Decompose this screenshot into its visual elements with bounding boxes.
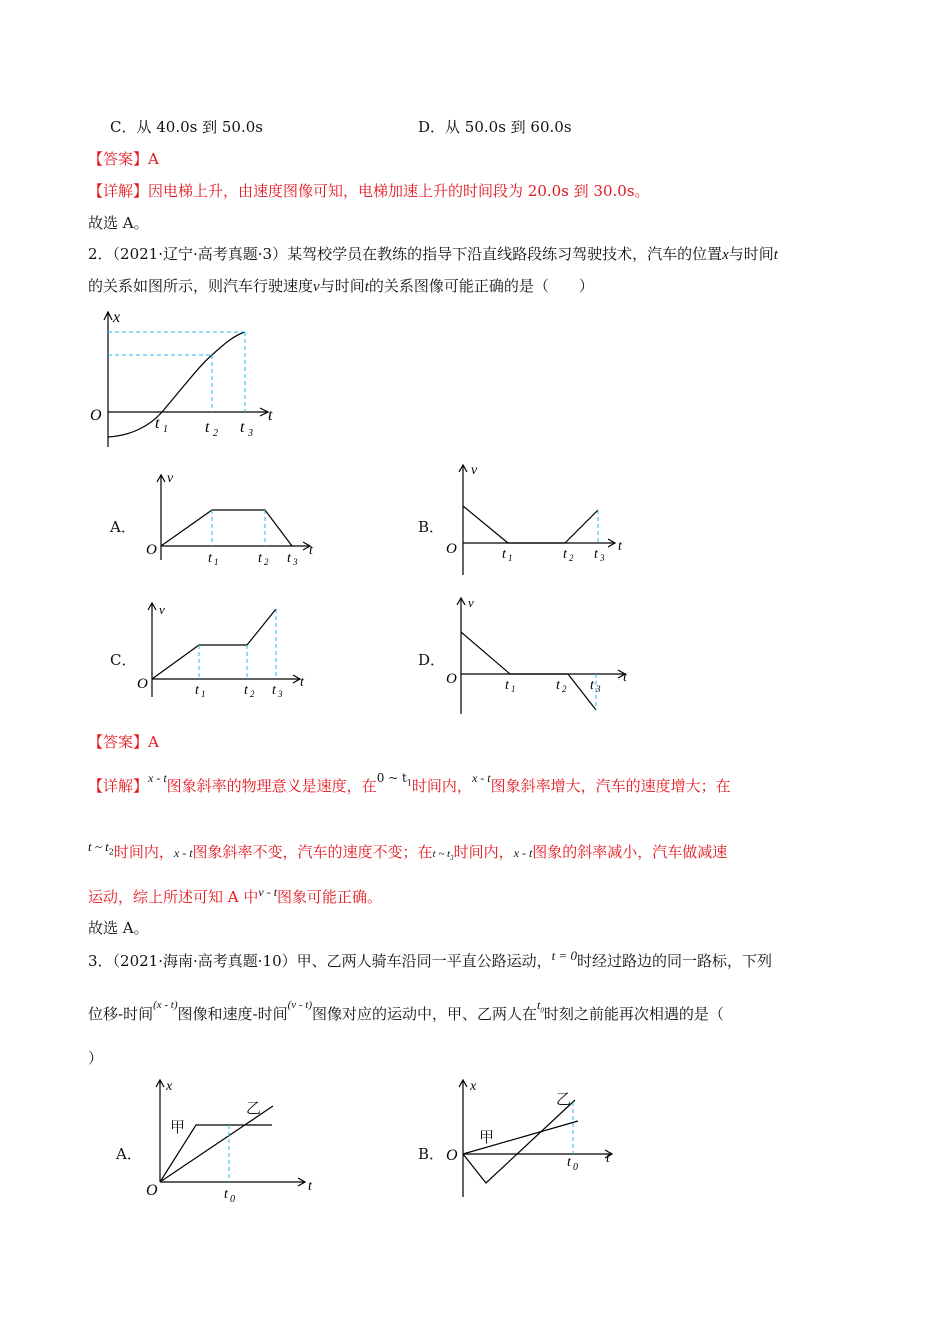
stem-var: t <box>773 247 778 263</box>
formula-xt: x - t <box>471 771 491 785</box>
svg-text:t: t <box>618 539 622 554</box>
formula-xt: x - t <box>513 846 533 860</box>
q2-detail-line2 <box>88 839 728 869</box>
svg-text:t: t <box>502 547 506 562</box>
svg-text:t: t <box>287 551 291 566</box>
svg-text:2: 2 <box>562 684 567 694</box>
v-t-line <box>463 506 508 543</box>
range-text: t ~ t <box>432 848 451 860</box>
q1-option-c: C．从 40.0s 到 50.0s <box>110 118 263 136</box>
svg-text:t: t <box>244 683 248 698</box>
svg-text:O: O <box>146 1182 158 1199</box>
stem-var: x <box>722 247 729 263</box>
svg-text:t: t <box>308 1179 312 1194</box>
formula-xt: x - t <box>148 771 167 785</box>
detail-text: 时间内， <box>453 843 514 861</box>
svg-text:t: t <box>309 543 313 558</box>
stem-text: 图像对应的运动中，甲、乙两人在 <box>312 1005 538 1023</box>
t-var: t <box>537 998 541 1012</box>
svg-text:1: 1 <box>511 684 516 694</box>
svg-text:v: v <box>159 602 165 617</box>
stem-text: 位移-时间 <box>88 1005 154 1023</box>
stem-var: t <box>364 279 369 295</box>
v-t-line <box>152 609 276 679</box>
formula-range-t1t2: t ~ $t_2$ <box>88 839 114 857</box>
svg-text:1: 1 <box>201 689 206 699</box>
svg-text:t: t <box>567 1155 571 1170</box>
svg-text:O: O <box>446 671 457 687</box>
svg-text:3: 3 <box>596 684 601 694</box>
svg-text:2: 2 <box>569 553 574 563</box>
v-t-line <box>461 632 510 674</box>
detail-text: 图象斜率增大，汽车的速度增大；在 <box>490 777 731 795</box>
formula-t0: t = 0 <box>551 948 578 963</box>
formula-vt: (v - t) <box>287 999 313 1011</box>
svg-text:O: O <box>146 542 157 558</box>
formula-range-t2t3: t ~ $t_3$ <box>432 848 454 863</box>
stem-text: 3．（2021·海南·高考真题·10）甲、乙两人骑车沿同一平直公路运动， <box>88 952 552 970</box>
stem-text: 的关系如图所示，则汽车行驶速度 <box>88 277 314 295</box>
stem-var: v <box>313 279 320 295</box>
svg-text:2: 2 <box>213 428 218 439</box>
formula-range: 0 ~ t1 <box>376 771 412 788</box>
svg-text:t: t <box>594 547 598 562</box>
q3-b-jia-label: 甲 <box>479 1128 495 1146</box>
q3-option-b-graph <box>446 1079 612 1197</box>
stem-text: 的关系图像可能正确的是（ ） <box>368 277 594 295</box>
detail-text: 时间内， <box>113 843 174 861</box>
svg-text:t: t <box>195 683 199 698</box>
detail-label: 【详解】 <box>88 182 149 200</box>
axis-label-t: t <box>268 407 273 424</box>
q2-option-b-label: B． <box>418 518 445 536</box>
option-d-graph <box>446 595 628 714</box>
svg-text:v: v <box>167 471 174 486</box>
detail-text: 图象斜率不变，汽车的速度不变；在 <box>192 843 433 861</box>
detail-text: 图象的斜率减小，汽车做减速 <box>532 843 728 861</box>
svg-text:1: 1 <box>214 557 219 567</box>
option-a-graph <box>146 471 314 567</box>
range-text: t ~ t <box>88 839 109 854</box>
svg-text:1: 1 <box>163 424 168 435</box>
svg-text:t: t <box>606 1151 610 1166</box>
svg-text:2: 2 <box>250 689 255 699</box>
detail-text: 因电梯上升，由速度图像可知，电梯加速上升的时间段为 20.0s 到 30.0s。 <box>148 182 650 200</box>
svg-text:t: t <box>300 675 304 690</box>
formula-xt: x - t <box>173 846 193 860</box>
svg-text:3: 3 <box>248 428 253 439</box>
svg-text:x: x <box>470 1079 477 1094</box>
svg-text:O: O <box>446 1147 458 1164</box>
svg-text:t: t <box>258 551 262 566</box>
q3-b-yi-label: 乙 <box>556 1090 572 1108</box>
detail-text: 运动，综上所述可知 A 中 <box>88 888 259 906</box>
svg-text:0: 0 <box>230 1194 235 1205</box>
tick-t1: t <box>155 415 160 432</box>
svg-text:t: t <box>590 678 594 693</box>
svg-text:1: 1 <box>508 553 513 563</box>
axis-label-x: x <box>113 309 121 326</box>
formula-xt: (x - t) <box>153 999 178 1011</box>
q2-detail-line3 <box>88 887 382 908</box>
svg-text:2: 2 <box>264 557 269 567</box>
x-t-curve <box>108 332 245 437</box>
tick-t2: t <box>205 419 210 436</box>
q3-stem-line2 <box>88 998 724 1030</box>
q3-stem-line3: ） <box>88 1049 104 1067</box>
stem-text: 与时间 <box>319 277 365 295</box>
svg-text:x: x <box>166 1079 173 1094</box>
detail-label: 【详解】 <box>88 777 149 795</box>
svg-text:t: t <box>208 551 212 566</box>
svg-text:t: t <box>563 547 567 562</box>
q2-option-c-label: C． <box>110 651 137 669</box>
q3-option-b-label: B． <box>418 1145 445 1163</box>
q2-option-a-label: A． <box>110 518 136 536</box>
stem-text: 与时间 <box>728 245 774 263</box>
detail-text: 时间内， <box>411 777 472 795</box>
stem-text: 时刻之前能再次相遇的是（ <box>543 1005 724 1023</box>
q2-choose: 故选 A。 <box>88 919 149 937</box>
q3-stem-line1 <box>88 948 773 972</box>
q2-detail-line1 <box>88 771 731 802</box>
detail-text: 图象斜率的物理意义是速度，在 <box>166 777 377 795</box>
formula-t0: t0 <box>537 998 544 1015</box>
svg-text:O: O <box>137 676 148 692</box>
svg-text:t: t <box>224 1187 228 1202</box>
origin-label: O <box>90 407 102 424</box>
answer-label: 【答案】 <box>88 150 149 168</box>
stem-text: 2．（2021·辽宁·高考真题·3）某驾校学员在教练的指导下沿直线路段练习驾驶技术，汽车的位置 <box>88 245 723 263</box>
svg-text:3: 3 <box>278 689 283 699</box>
stem-text: 时经过路边的同一路标，下列 <box>577 952 773 970</box>
q3-a-yi-label: 乙 <box>246 1099 262 1117</box>
v-t-line <box>161 510 292 546</box>
option-b-graph <box>446 463 623 575</box>
q2-option-d-label: D． <box>418 651 446 669</box>
svg-text:O: O <box>446 541 457 557</box>
svg-text:3: 3 <box>600 553 605 563</box>
svg-text:v: v <box>471 463 478 478</box>
svg-text:3: 3 <box>293 557 298 567</box>
detail-text: 图象可能正确。 <box>277 888 383 906</box>
option-c-graph <box>137 602 305 699</box>
q3-option-a-label: A． <box>116 1145 142 1163</box>
svg-text:t: t <box>505 678 509 693</box>
svg-text:t: t <box>272 683 276 698</box>
answer-value: A <box>148 150 159 168</box>
tick-t3: t <box>240 419 245 436</box>
answer-label: 【答案】 <box>88 733 149 751</box>
svg-text:v: v <box>468 595 474 610</box>
q1-choose: 故选 A。 <box>88 214 149 232</box>
q2-answer <box>88 732 159 752</box>
q3-option-a-graph <box>146 1079 313 1205</box>
svg-text:t: t <box>556 678 560 693</box>
q3-a-jia-label: 甲 <box>170 1118 186 1136</box>
formula-vt: v - t <box>258 885 278 899</box>
svg-text:t: t <box>623 670 627 685</box>
q1-option-d: D．从 50.0s 到 60.0s <box>418 118 572 136</box>
svg-text:0: 0 <box>573 1162 578 1173</box>
range-text: 0 ~ t <box>376 771 407 785</box>
stem-text: 图像和速度-时间 <box>177 1005 288 1023</box>
answer-value: A <box>148 733 159 751</box>
